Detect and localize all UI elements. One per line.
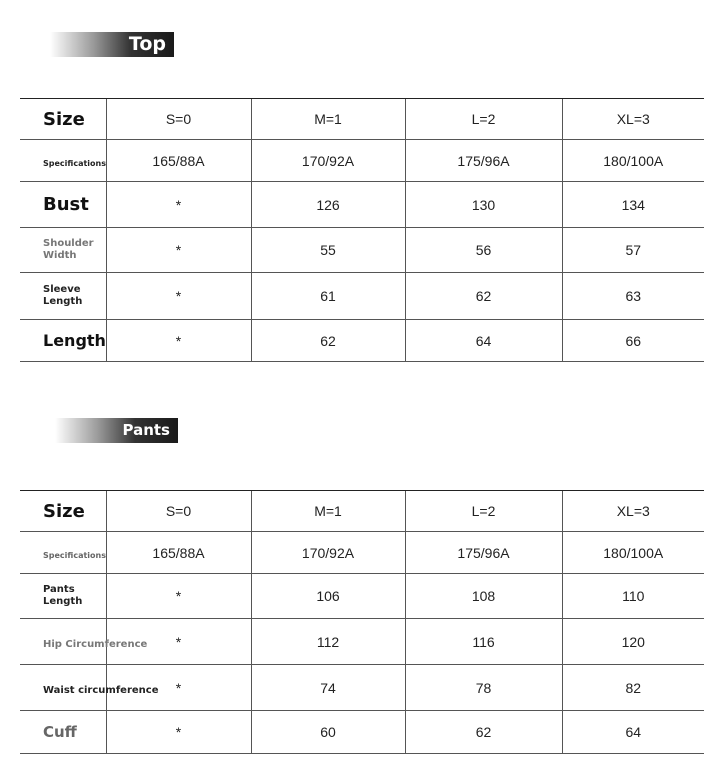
table-cell: * [106,574,251,619]
table-row [20,228,704,273]
row-label-hip-circumference: Hip Circumference [20,619,106,665]
pants-section-title: Pants [122,421,170,439]
table-cell: 74 [251,665,405,711]
row-label-shoulder-width: Shoulder Width [20,228,106,273]
table-cell: * [106,182,251,228]
table-cell: S=0 [106,491,251,532]
top-size-table [20,98,704,362]
table-cell: 180/100A [562,140,704,182]
table-row [20,574,704,619]
table-cell: 116 [405,619,562,665]
table-cell: * [106,273,251,320]
row-label-specifications: Specifications [20,532,106,574]
pants-size-table [20,490,704,754]
table-cell: 110 [562,574,704,619]
table-row [20,665,704,711]
table-row [20,619,704,665]
table-cell: 63 [562,273,704,320]
table-cell: 170/92A [251,140,405,182]
table-row [20,711,704,754]
row-label-bust: Bust [20,182,106,228]
table-cell: M=1 [251,99,405,140]
table-cell: 78 [405,665,562,711]
table-cell: 130 [405,182,562,228]
table-cell: 170/92A [251,532,405,574]
table-cell: 64 [405,320,562,362]
table-cell: 82 [562,665,704,711]
table-row [20,140,704,182]
table-row [20,320,704,362]
row-label-sleeve-length: Sleeve Length [20,273,106,320]
top-section-title: Top [128,33,166,55]
table-cell: 56 [405,228,562,273]
table-cell: 62 [251,320,405,362]
table-cell: 62 [405,273,562,320]
row-label-waist-circumference: Waist circumference [20,665,106,711]
table-cell: 165/88A [106,140,251,182]
table-cell: L=2 [405,99,562,140]
table-cell: L=2 [405,491,562,532]
table-cell: XL=3 [562,99,704,140]
row-label-cuff: Cuff [20,711,106,754]
table-cell: 55 [251,228,405,273]
table-row [20,491,704,532]
table-row [20,99,704,140]
table-cell: 165/88A [106,532,251,574]
table-cell: 57 [562,228,704,273]
table-cell: 134 [562,182,704,228]
table-cell: S=0 [106,99,251,140]
table-cell: 66 [562,320,704,362]
top-section-banner [50,32,174,57]
table-cell: 108 [405,574,562,619]
table-cell: * [106,228,251,273]
table-cell: XL=3 [562,491,704,532]
table-cell: 64 [562,711,704,754]
table-cell: * [106,711,251,754]
table-cell: 175/96A [405,532,562,574]
table-cell: 112 [251,619,405,665]
table-cell: * [106,320,251,362]
row-label-size: Size [20,99,106,140]
table-row [20,273,704,320]
row-label-specifications: Specifications [20,140,106,182]
table-cell: 126 [251,182,405,228]
table-cell: 175/96A [405,140,562,182]
table-cell: 62 [405,711,562,754]
table-cell: * [106,619,251,665]
table-cell: M=1 [251,491,405,532]
table-cell: 120 [562,619,704,665]
table-row [20,532,704,574]
table-cell: 180/100A [562,532,704,574]
table-cell: * [106,665,251,711]
row-label-length: Length [20,320,106,362]
table-row [20,182,704,228]
table-cell: 106 [251,574,405,619]
table-cell: 61 [251,273,405,320]
table-cell: 60 [251,711,405,754]
pants-section-banner [55,418,178,443]
row-label-size: Size [20,491,106,532]
row-label-pants-length: Pants Length [20,574,106,619]
